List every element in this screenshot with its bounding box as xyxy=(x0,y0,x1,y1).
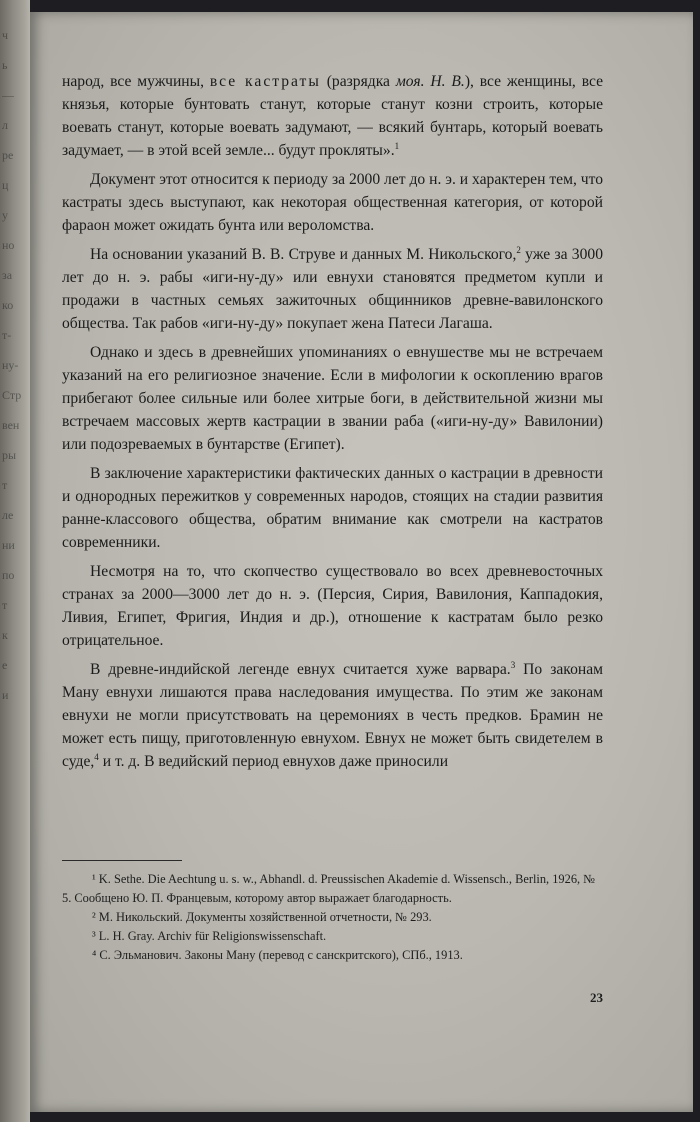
spine-glyph: но xyxy=(2,238,15,252)
footnote-ref: 3 xyxy=(510,659,516,670)
spine-glyph: за xyxy=(2,268,13,282)
spine-glyph: ко xyxy=(2,298,14,312)
spine-glyph: ни xyxy=(2,538,15,552)
spine-glyph: т- xyxy=(2,328,12,342)
text-run: (разрядка xyxy=(320,73,396,90)
footnote: ¹ K. Sethe. Die Aechtung u. s. w., Abhandl. d. Preussischen Akademie d. Wissensch., Berlin, 1926, № 5. Сообщено Ю. П. Францевым, которому автор выражает благодарность. xyxy=(62,872,596,905)
spine-glyph: по xyxy=(2,568,15,582)
paragraph xyxy=(62,658,603,773)
footnote: ³ L. H. Gray. Archiv für Religionswissenschaft. xyxy=(92,929,327,943)
footnote: ² М. Никольский. Документы хозяйственной отчетности, № 293. xyxy=(92,910,432,924)
spine-glyph: ры xyxy=(2,448,17,462)
spine-glyph: ь xyxy=(2,58,8,72)
footnote: ⁴ С. Эльманович. Законы Ману (перевод с санскритского), СПб., 1913. xyxy=(92,948,463,962)
page-number: 23 xyxy=(590,990,603,1005)
text-run: уже за 3000 лет до н. э. рабы «иги-ну-ду» или евнухи становятся предметом купли и продажи в частных семьях зажиточных общинников древне-вавилонского общества. Так рабов «иги-ну-ду» покупает жена Патеси Лагаша. xyxy=(62,246,603,332)
spine-glyph: и xyxy=(2,688,9,702)
book-page xyxy=(30,12,693,1112)
paragraph: Однако и здесь в древнейших упоминаниях о евнушестве мы не встречаем указаний на его религиозное значение. Если в мифологии к оскоплению врагов прибегают более сильные или более хитрые боги, в действительной жизни мы встречаем массовых жертв кастрации в звании раба («иги-ну-ду» Вавилонии) или подозреваемых в бунтарстве (Египет). xyxy=(62,344,603,453)
spine-glyph: ц xyxy=(2,178,9,192)
spaced-emphasis: все кастраты xyxy=(209,73,321,90)
spine-glyph: е xyxy=(2,658,8,672)
text-run: народ, все мужчины, xyxy=(62,73,210,90)
footnote-divider xyxy=(62,860,182,861)
previous-page-edge xyxy=(0,0,30,1122)
paragraph: В заключение характеристики фактических данных о кастрации в древности и однородных пережитков у современных народов, стоящих на стадии развития ранне-классового общества, обратим внимание как смотрели на кастратов современники. xyxy=(62,465,603,551)
text-run: На основании указаний В. В. Струве и данных М. Никольского, xyxy=(90,246,517,263)
text-run: ), все женщины, все князья, которые бунтовать станут, которые станут козни строить, которые воевать станут, которые воевать задумают, — всякий бунтарь, который воевать задумает, — в этой всей земле... будут прокляты». xyxy=(62,73,603,159)
spine-glyph: — xyxy=(2,88,14,102)
spine-glyph: к xyxy=(2,628,8,642)
text-run: В древне-индийской легенде евнух считается хуже варвара. xyxy=(90,661,511,678)
paragraph: Документ этот относится к периоду за 2000 лет до н. э. и характерен тем, что кастраты здесь выступают, как некоторая общественная категория, от которой фараон может ожидать бунта или вероломства. xyxy=(62,171,603,234)
spine-glyph: Стр xyxy=(2,388,22,402)
spine-glyph: ч xyxy=(2,28,9,42)
italic-note: моя. Н. В. xyxy=(395,73,465,90)
spine-glyph: л xyxy=(2,118,8,132)
spine-glyph: ну- xyxy=(2,358,19,372)
spine-glyph: вен xyxy=(2,418,20,432)
paragraph xyxy=(62,243,603,335)
footnotes xyxy=(62,870,603,965)
footnote-ref: 4 xyxy=(94,751,99,762)
spine-glyph: ле xyxy=(2,508,14,522)
previous-page-text-fragments xyxy=(2,20,28,710)
spine-glyph: т xyxy=(2,598,8,612)
text-run: и т. д. В ведийский период евнухов даже приносили xyxy=(98,753,449,770)
spine-glyph: у xyxy=(2,208,8,222)
paragraph xyxy=(62,70,603,162)
footnote-ref: 1 xyxy=(394,140,400,151)
spine-glyph: т xyxy=(2,478,8,492)
body-text xyxy=(62,70,603,779)
paragraph: Несмотря на то, что скопчество существовало во всех древневосточных странах за 2000—3000 лет до н. э. (Персия, Сирия, Вавилония, Каппадокия, Ливия, Египет, Фригия, Индия и др.), отношение к кастратам было резко отрицательное. xyxy=(62,563,603,649)
spine-glyph: ре xyxy=(2,148,14,162)
footnote-ref: 2 xyxy=(516,244,521,255)
text-run: По законам Ману евнухи лишаются права наследования имущества. По этим же законам евнухи не могли присутствовать на церемониях в честь предков. Брамин не может есть пищу, приготовленную евнухом. Евнух не может быть свидетелем в суде, xyxy=(62,661,603,770)
